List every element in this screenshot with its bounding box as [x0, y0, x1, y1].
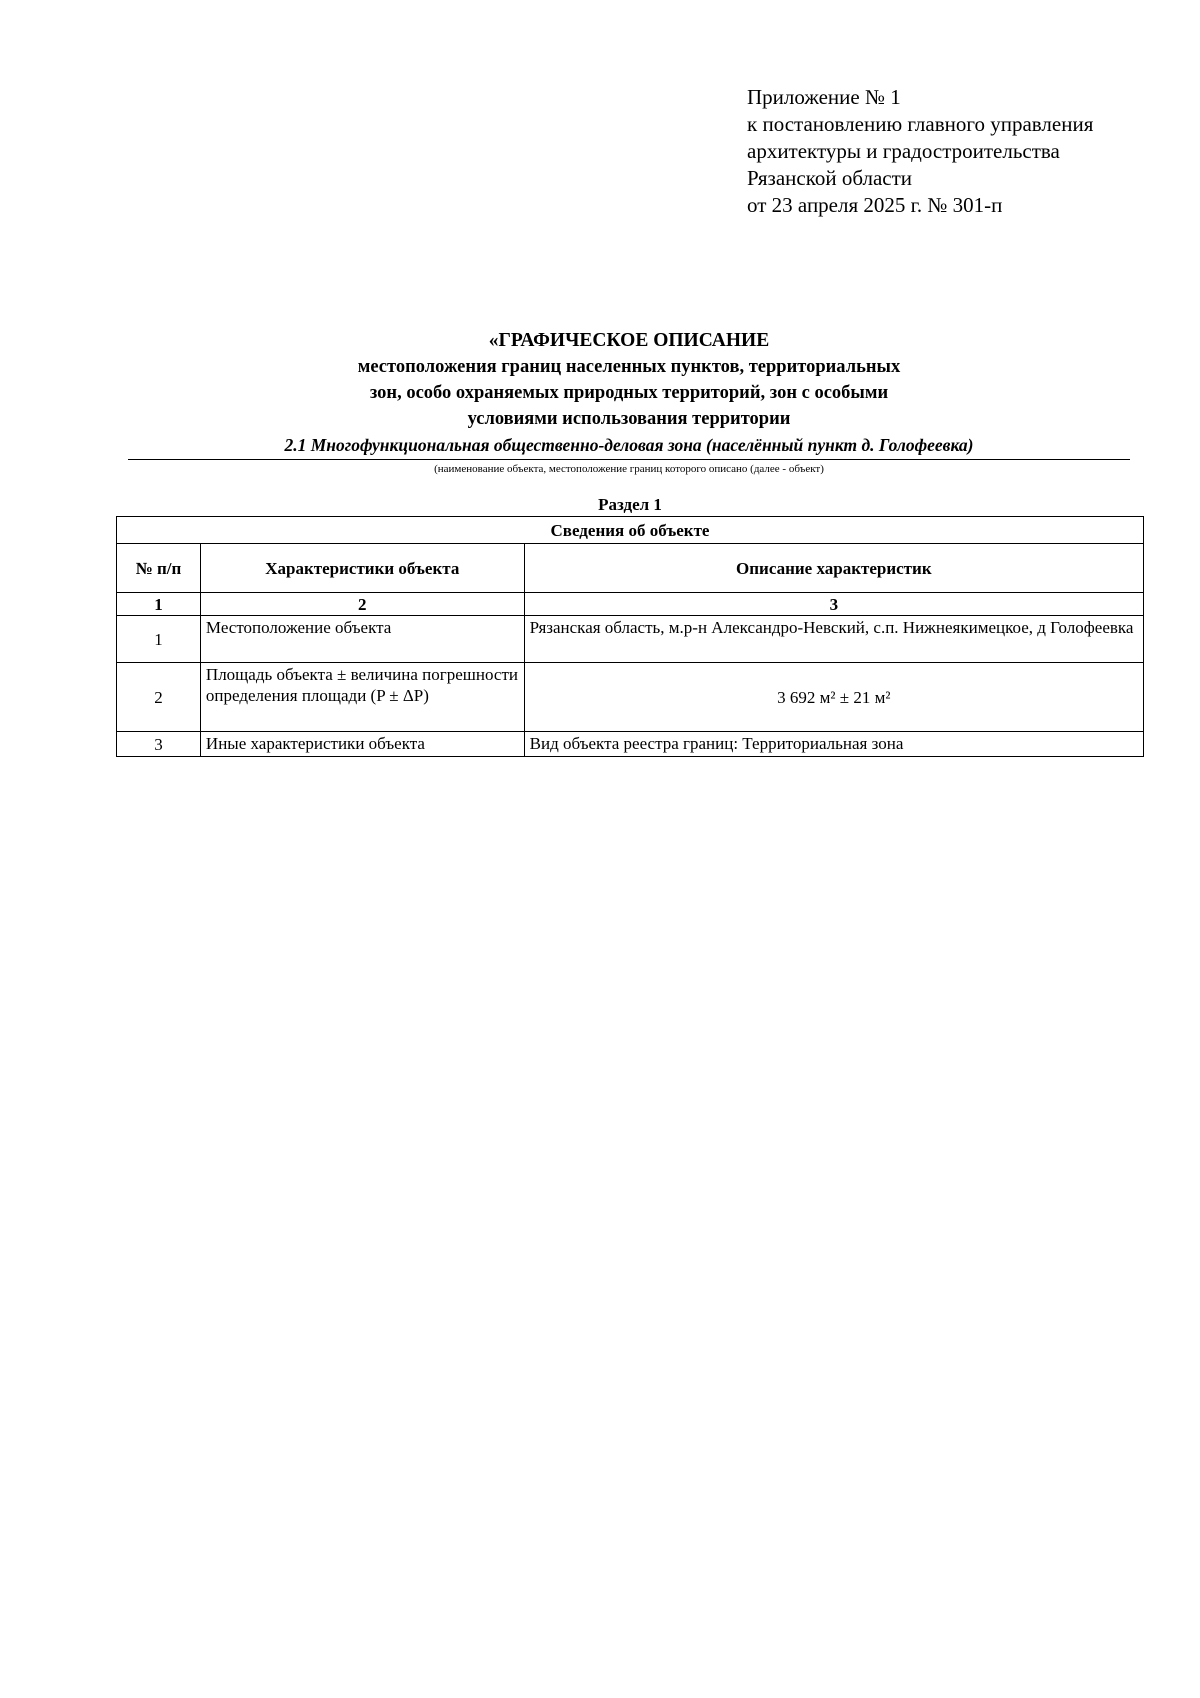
appendix-line-resolution: к постановлению главного управления [747, 112, 1094, 136]
table-caption-row [117, 517, 1144, 544]
table-caption: Сведения об объекте [117, 517, 1144, 544]
appendix-line-date: от 23 апреля 2025 г. № 301-п [747, 193, 1003, 217]
column-number-row [117, 593, 1144, 616]
object-info-table [116, 516, 1144, 757]
column-number: 1 [117, 593, 201, 616]
row-characteristic: Местоположение объекта [200, 616, 524, 663]
title-line-2: местоположения границ населенных пунктов, территориальных [357, 357, 901, 377]
appendix-line-department: архитектуры и градостроительства [747, 139, 1060, 163]
object-name-caption: (наименование объекта, местоположение границ которого описано (далее - объект) [434, 463, 824, 475]
row-number: 3 [117, 732, 201, 757]
object-name: 2.1 Многофункциональная общественно-деловая зона (населённый пункт д. Голофеевка) [128, 433, 1130, 460]
row-characteristic: Площадь объекта ± величина погрешности определения площади (P ± ΔP) [200, 663, 524, 732]
title-line-4: условиями использования территории [467, 409, 791, 429]
row-description: Вид объекта реестра границ: Территориальная зона [524, 732, 1143, 757]
title-line-1: «ГРАФИЧЕСКОЕ ОПИСАНИЕ [488, 330, 770, 351]
appendix-header [747, 84, 1093, 219]
table-row [117, 732, 1144, 757]
row-description: 3 692 м² ± 21 м² [524, 663, 1143, 732]
row-description: Рязанская область, м.р-н Александро-Невский, с.п. Нижнеякимецкое, д Голофеевка [524, 616, 1143, 663]
column-number: 3 [524, 593, 1143, 616]
appendix-line-number: Приложение № 1 [747, 85, 901, 109]
section-title: Раздел 1 [598, 495, 662, 514]
document-title [128, 328, 1130, 432]
header-description: Описание характеристик [524, 544, 1143, 593]
column-number: 2 [200, 593, 524, 616]
appendix-line-region: Рязанской области [747, 166, 913, 190]
title-line-3: зон, особо охраняемых природных территорий, зон с особыми [369, 383, 889, 403]
header-number: № п/п [117, 544, 201, 593]
row-characteristic: Иные характеристики объекта [200, 732, 524, 757]
row-number: 2 [117, 663, 201, 732]
table-row [117, 663, 1144, 732]
row-number: 1 [117, 616, 201, 663]
table-row [117, 616, 1144, 663]
header-characteristic: Характеристики объекта [200, 544, 524, 593]
table-header-row [117, 544, 1144, 593]
